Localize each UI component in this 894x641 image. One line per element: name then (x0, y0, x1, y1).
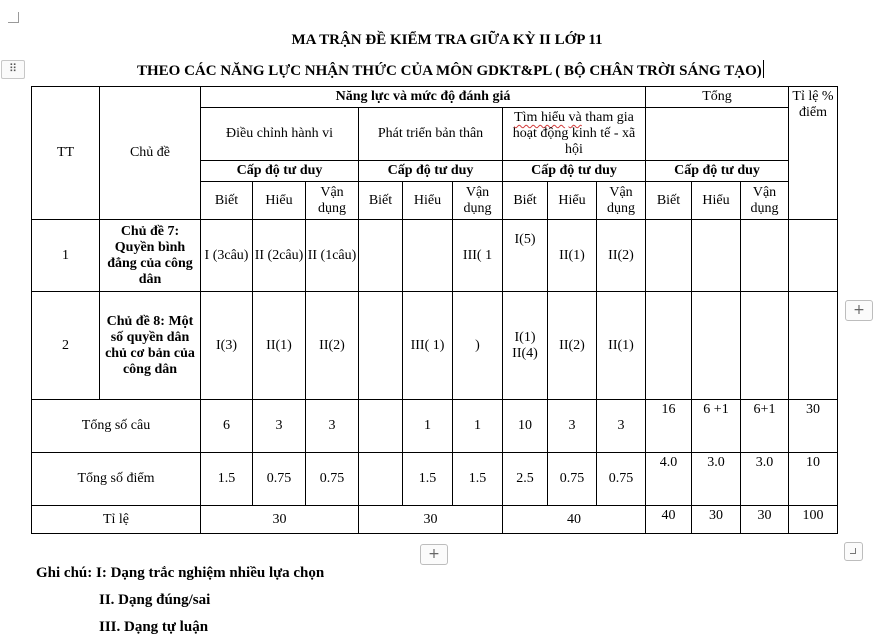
title-line2-text: THEO CÁC NĂNG LỰC NHẬN THỨC CỦA MÔN GDKT&PL ( BỘ CHÂN TRỜI SÁNG TẠO) (137, 63, 762, 79)
cell[interactable]: II (2câu) (253, 220, 306, 292)
cell[interactable]: 40 (646, 506, 692, 534)
cell[interactable]: 30 (741, 506, 789, 534)
cell[interactable]: 30 (359, 506, 503, 534)
cell[interactable] (646, 220, 692, 292)
cell[interactable]: 16 (646, 400, 692, 453)
cell[interactable]: III( 1 (453, 220, 503, 292)
cell[interactable]: 0.75 (306, 453, 359, 506)
cell[interactable]: 40 (503, 506, 646, 534)
cell[interactable]: II(1) (253, 292, 306, 400)
level-van-dung[interactable]: Vận dụng (306, 182, 359, 220)
cell[interactable]: 1.5 (403, 453, 453, 506)
cell[interactable] (359, 292, 403, 400)
cell[interactable]: 0.75 (548, 453, 597, 506)
table-row (32, 220, 838, 292)
table-move-handle[interactable]: ⠿ (1, 60, 25, 79)
cell[interactable]: 3.0 (692, 453, 741, 506)
header-tong[interactable]: Tổng (646, 87, 789, 108)
header-tong-blank[interactable] (646, 108, 789, 161)
header-group-dieu-chinh[interactable]: Điều chỉnh hành vi (201, 108, 359, 161)
header-group-tim-hieu[interactable] (503, 108, 646, 161)
cap-do-tong[interactable]: Cấp độ tư duy (646, 161, 789, 182)
cell[interactable] (359, 400, 403, 453)
cell[interactable]: 30 (201, 506, 359, 534)
cap-do-g1[interactable]: Cấp độ tư duy (201, 161, 359, 182)
cell[interactable]: ) (453, 292, 503, 400)
row-tt[interactable]: 1 (32, 220, 100, 292)
text-cursor (763, 60, 764, 78)
cell[interactable] (403, 220, 453, 292)
cell[interactable]: 4.0 (646, 453, 692, 506)
cell[interactable]: 10 (503, 400, 548, 453)
table-row (32, 292, 838, 400)
notes-line2: II. Dạng đúng/sai (99, 592, 211, 608)
cell[interactable]: I(3) (201, 292, 253, 400)
cell[interactable] (741, 220, 789, 292)
header-group3-c: tham gia hoạt động kinh tế - xã hội (512, 110, 636, 157)
table-row-ti-le (32, 506, 838, 534)
cell[interactable]: II(2) (548, 292, 597, 400)
row-chu-de[interactable]: Chủ đề 8: Một số quyền dân chủ cơ bản của công dân (100, 292, 201, 400)
table-row-tong-so-cau (32, 400, 838, 453)
row-tt[interactable]: 2 (32, 292, 100, 400)
level-hieu[interactable]: Hiểu (403, 182, 453, 220)
cell[interactable] (692, 292, 741, 400)
level-biet[interactable]: Biết (359, 182, 403, 220)
level-biet[interactable]: Biết (503, 182, 548, 220)
cell[interactable] (789, 220, 838, 292)
notes-text-1: I: Dạng trắc nghiệm nhiều lựa chọn (96, 565, 325, 581)
header-chu-de[interactable]: Chủ đề (100, 87, 201, 220)
cell[interactable]: 6 (201, 400, 253, 453)
level-van-dung[interactable]: Vận dụng (453, 182, 503, 220)
document-title-line2[interactable] (137, 60, 764, 80)
cell[interactable]: 3 (597, 400, 646, 453)
cell[interactable]: I(5) (503, 220, 548, 292)
cap-do-g3[interactable]: Cấp độ tư duy (503, 161, 646, 182)
header-group3-b: và (568, 110, 582, 125)
cell[interactable]: 3 (253, 400, 306, 453)
page-corner-mark (8, 12, 19, 23)
cell[interactable]: 30 (692, 506, 741, 534)
cap-do-g2[interactable]: Cấp độ tư duy (359, 161, 503, 182)
assessment-matrix-table (31, 86, 838, 534)
cell[interactable] (789, 292, 838, 400)
cell[interactable]: 0.75 (253, 453, 306, 506)
level-van-dung[interactable]: Vận dụng (741, 182, 789, 220)
header-tt[interactable]: TT (32, 87, 100, 220)
level-biet[interactable]: Biết (646, 182, 692, 220)
row-chu-de[interactable]: Chủ đề 7: Quyền bình đẳng của công dân (100, 220, 201, 292)
header-nang-luc[interactable]: Năng lực và mức độ đánh giá (201, 87, 646, 108)
cell[interactable]: 3 (306, 400, 359, 453)
table-row-tong-so-diem (32, 453, 838, 506)
cell[interactable]: 2.5 (503, 453, 548, 506)
cell[interactable]: 1 (403, 400, 453, 453)
notes-line3: III. Dạng tự luận (99, 619, 209, 635)
notes-label: Ghi chú: (36, 565, 93, 581)
cell[interactable] (359, 220, 403, 292)
cell[interactable]: 10 (789, 453, 838, 506)
cell[interactable]: III( 1) (403, 292, 453, 400)
level-hieu[interactable]: Hiểu (253, 182, 306, 220)
header-ti-le-diem[interactable]: Tỉ lệ % điểm (789, 87, 838, 220)
cell[interactable]: II(2) (306, 292, 359, 400)
header-group-phat-trien[interactable]: Phát triển bản thân (359, 108, 503, 161)
level-hieu[interactable]: Hiểu (692, 182, 741, 220)
table-resize-handle[interactable] (844, 542, 863, 561)
cell[interactable]: 0.75 (597, 453, 646, 506)
cell[interactable]: 3.0 (741, 453, 789, 506)
cell[interactable]: II(2) (597, 220, 646, 292)
cell[interactable]: 6+1 (741, 400, 789, 453)
row-label[interactable]: Tỉ lệ (32, 506, 201, 534)
document-title-line1: MA TRẬN ĐỀ KIỂM TRA GIỮA KỲ II LỚP 11 (291, 32, 603, 48)
notes-line1 (36, 565, 324, 582)
cell[interactable]: II (1câu) (306, 220, 359, 292)
cell[interactable]: 1.5 (201, 453, 253, 506)
cell[interactable]: 6 +1 (692, 400, 741, 453)
level-van-dung[interactable]: Vận dụng (597, 182, 646, 220)
cell[interactable]: 1.5 (453, 453, 503, 506)
cell[interactable] (646, 292, 692, 400)
cell[interactable]: II(1) (548, 220, 597, 292)
cell[interactable]: I(1) II(4) (503, 292, 548, 400)
cell[interactable]: I (3câu) (201, 220, 253, 292)
cell[interactable]: 3 (548, 400, 597, 453)
cell[interactable]: 100 (789, 506, 838, 534)
cell[interactable] (741, 292, 789, 400)
cell[interactable]: 30 (789, 400, 838, 453)
row-label[interactable]: Tổng số điểm (32, 453, 201, 506)
level-biet[interactable]: Biết (201, 182, 253, 220)
cell[interactable] (692, 220, 741, 292)
add-row-button[interactable]: + (420, 544, 448, 565)
add-column-button[interactable]: + (845, 300, 873, 321)
row-label[interactable]: Tổng số câu (32, 400, 201, 453)
level-hieu[interactable]: Hiểu (548, 182, 597, 220)
cell[interactable]: II(1) (597, 292, 646, 400)
header-group3-a: Tìm hiểu (514, 110, 566, 125)
cell[interactable] (359, 453, 403, 506)
cell[interactable]: 1 (453, 400, 503, 453)
